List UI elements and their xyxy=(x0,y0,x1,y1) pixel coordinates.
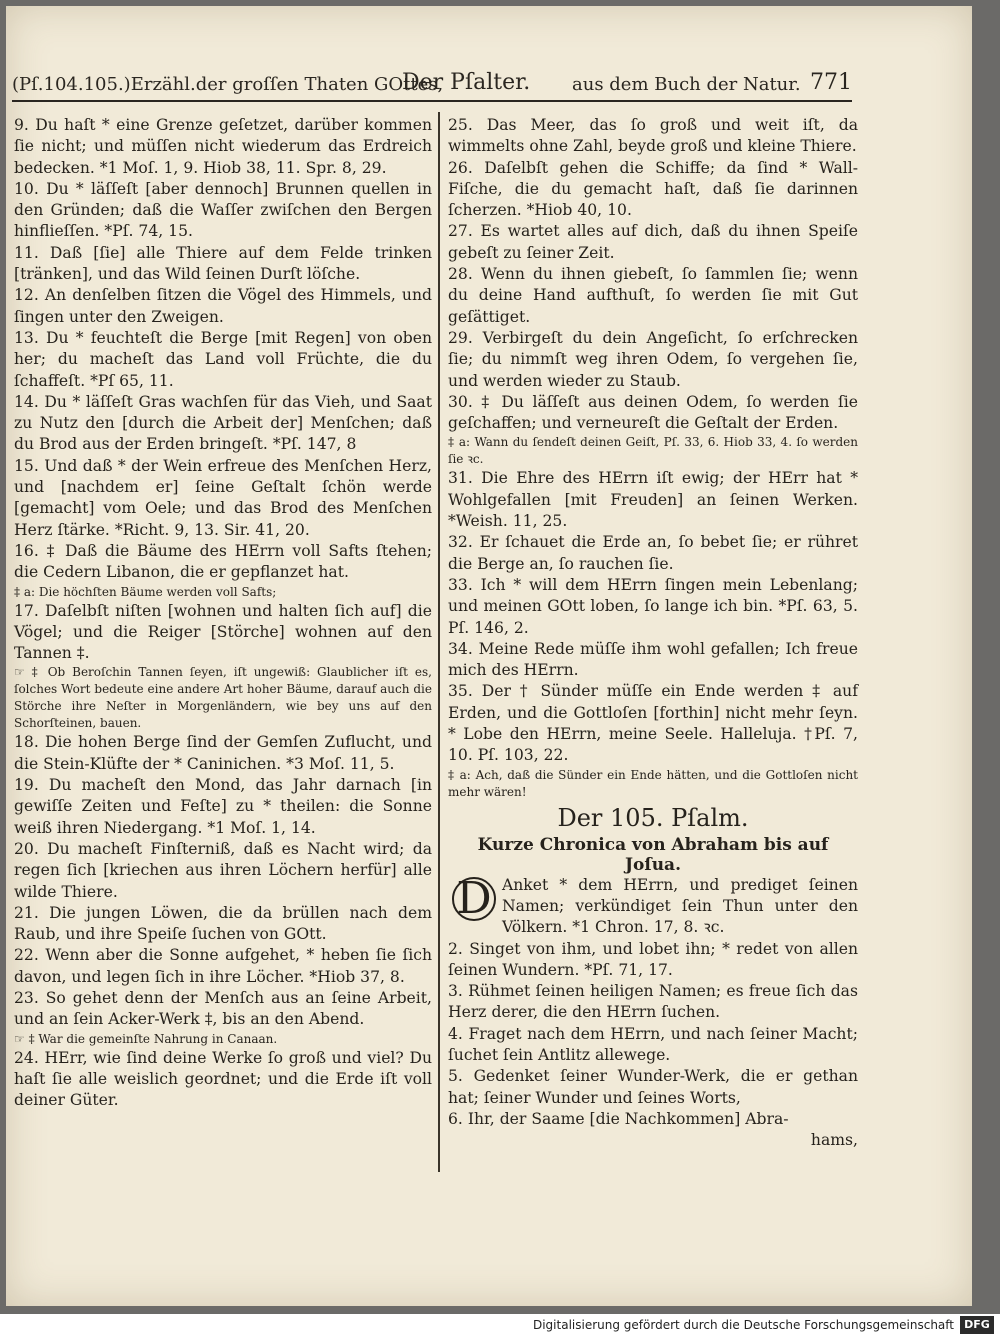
verse: 24. HErr, wie ſind deine Werke ſo groß und viel? Du haſt ſie alle weislich geordnet; und die Erde iſt voll deiner Güter. xyxy=(14,1048,432,1110)
verse: 14. Du * läſſeſt Gras wachſen für das Vieh, und Saat zu Nutz den [durch die Arbeit der] Menſchen; daß du Brod aus der Erden bringeſt. *Pſ. 147, 8 xyxy=(14,392,432,454)
verse: 30. ‡ Du läſſeſt aus deinen Odem, ſo werden ſie geſchaffen; und verneureſt die Geſtalt der Erden. xyxy=(448,392,858,433)
header-center: Der Pſalter. xyxy=(402,70,531,95)
verse: 9. Du haſt * eine Grenze geſetzet, darüber kommen ſie nicht; und müſſen nicht wiederum das Erdreich bedecken. *1 Moſ. 1, 9. Hiob 38, 11. Spr. 8, 29. xyxy=(14,116,432,177)
verse: 20. Du macheſt Finſterniß, daß es Nacht wird; da regen ſich [kriechen aus ihren Löchern herfür] alle wilde Thiere. xyxy=(14,839,432,901)
verse: 28. Wenn du ihnen giebeſt, ſo ſammlen ſie; wenn du deine Hand aufthuſt, ſo werden ſie mit Gut geſättiget. xyxy=(448,265,858,326)
verse: 31. Die Ehre des HErrn iſt ewig; der HErr hat * Wohlgefallen [mit Freuden] an ſeinen Werken. *Weish. 11, 25. xyxy=(448,469,858,531)
verse: 33. Ich * will dem HErrn ſingen mein Lebenlang; und meinen GOtt loben, ſo lange ich bin. *Pſ. 63, 5. Pſ. 146, 2. xyxy=(448,575,858,637)
verse: 26. Daſelbſt gehen die Schiffe; da ſind * Wall-Fiſche, die du gemacht haſt, daß ſie darinnen ſcherzen. *Hiob 40, 10. xyxy=(448,158,858,220)
verse: 18. Die hohen Berge ſind der Gemſen Zuflucht, und die Stein-Klüfte der * Caninichen. *3 Moſ. 11, 5. xyxy=(14,733,432,773)
running-header xyxy=(12,70,852,100)
footnote: ☞ ‡ War die gemeinſte Nahrung in Canaan. xyxy=(14,1031,278,1046)
verse: 27. Es wartet alles auf dich, daß du ihnen Speiſe gebeſt zu ſeiner Zeit. xyxy=(448,222,858,262)
header-rule xyxy=(12,100,852,102)
verse: 16. ‡ Daß die Bäume des HErrn voll Safts ſtehen; die Cedern Libanon, die er gepflanzet hat. xyxy=(14,541,432,582)
verse: 34. Meine Rede müſſe ihm wohl gefallen; Ich freue mich des HErrn. xyxy=(448,639,858,680)
verse: 23. So gehet denn der Menſch aus an ſeine Arbeit, und an ſein Acker-Werk ‡, bis an den Abend. xyxy=(14,988,432,1029)
drop-cap: D xyxy=(452,877,496,921)
verse: 29. Verbirgeſt du dein Angeſicht, ſo erſchrecken ſie; du nimmſt weg ihren Odem, ſo vergehen ſie, und werden wieder zu Staub. xyxy=(448,328,858,390)
footnote: ‡ a: Die höchſten Bäume werden voll Safts; xyxy=(14,584,277,599)
column-divider xyxy=(438,112,440,1172)
footnote: ‡ a: Wann du ſendeſt deinen Geiſt, Pſ. 33, 6. Hiob 33, 4. ſo werden ſie ꝛc. xyxy=(448,435,858,467)
verse: 4. Fraget nach dem HErrn, und nach ſeiner Macht; ſuchet ſein Antlitz allewege. xyxy=(448,1024,858,1064)
verse: 12. An denſelben ſitzen die Vögel des Himmels, und ſingen unter den Zweigen. xyxy=(14,286,432,326)
catchword: hams, xyxy=(810,1131,858,1150)
verse: 35. Der † Sünder müſſe ein Ende werden ‡ auf Erden, und die Gottloſen [forthin] nicht mehr ſeyn. * Lobe den HErrn, meine Seele. Halleluja. †Pſ. 7, 10. Pſ. 103, 22. xyxy=(448,682,858,765)
verse: 11. Daß [ſie] alle Thiere auf dem Felde trinken [tränken], und das Wild ſeinen Durſt löſche. xyxy=(14,243,432,284)
psalm-subtitle: Kurze Chronica von Abraham bis auf Joſua. xyxy=(477,834,829,875)
verse: 15. Und daß * der Wein erfreue des Menſchen Herz, und [nachdem er] ſeine Geſtalt ſchön werde [gemacht] vom Oele; und das Brod des Menſchen Herz ſtärke. *Richt. 9, 13. Sir. 41, 20. xyxy=(14,456,432,539)
verse: 5. Gedenket ſeiner Wunder-Werk, die er gethan hat; ſeiner Wunder und ſeines Worts, xyxy=(448,1067,858,1107)
verse: 6. Ihr, der Saame [die Nachkommen] Abra- xyxy=(448,1109,789,1128)
footnote: ‡ a: Ach, daß die Sünder ein Ende hätten, und die Gottloſen nicht mehr wären! xyxy=(448,767,858,799)
verse-text: Anket * dem HErrn, und prediget ſeinen Namen; verkündiget ſein Thun unter den Völkern. *1 Chron. 17, 8. ꝛc. xyxy=(502,875,858,937)
verse: 3. Rühmet ſeinen heiligen Namen; es freue ſich das Herz derer, die den HErrn ſuchen. xyxy=(448,982,858,1022)
right-column xyxy=(448,115,858,1151)
verse: 10. Du * läſſeſt [aber dennoch] Brunnen quellen in den Gründen; daß die Waſſer zwiſchen den Bergen hinflieſſen. *Pſ. 74, 15. xyxy=(14,179,432,241)
dfg-logo: DFG xyxy=(960,1316,994,1334)
footnote: ☞ ‡ Ob Beroſchin Tannen ſeyen, iſt ungewiß: Glaublicher iſt es, ſolches Wort bedeute eine andere Art hoher Bäume, darauf auch die Störche ihre Neſter in Morgenländern, wie bey uns auf den Schorſteinen, bauen. xyxy=(14,665,432,731)
verse: 2. Singet von ihm, und lobet ihn; * redet von allen ſeinen Wundern. *Pſ. 71, 17. xyxy=(448,939,858,979)
verse xyxy=(448,872,858,939)
verse: 19. Du macheſt den Mond, das Jahr darnach [in gewiſſe Zeiten und Feſte] zu * theilen: die Sonne weiß ihren Niedergang. *1 Moſ. 1, 14. xyxy=(14,776,432,837)
verse: 22. Wenn aber die Sonne aufgehet, * heben ſie ſich davon, und legen ſich in ihre Löcher. *Hiob 37, 8. xyxy=(14,946,432,986)
verse: 25. Das Meer, das ſo groß und weit iſt, da wimmelts ohne Zahl, beyde groß und kleine Thiere. xyxy=(448,116,858,156)
header-left: (Pſ.104.105.)Erzähl.der groſſen Thaten GOttes, xyxy=(12,74,444,95)
footer-credit: Digitalisierung gefördert durch die Deutsche Forschungsgemeinschaft xyxy=(532,1318,954,1332)
verse: 32. Er ſchauet die Erde an, ſo bebet ſie; er rühret die Berge an, ſo rauchen ſie. xyxy=(448,533,858,573)
verse: 21. Die jungen Löwen, die da brüllen nach dem Raub, und ihre Speiſe ſuchen von GOtt. xyxy=(14,903,432,944)
verse: 17. Daſelbſt niſten [wohnen und halten ſich auf] die Vögel; und die Reiger [Störche] wohnen auf den Tannen ‡. xyxy=(14,601,432,663)
left-column xyxy=(14,115,432,1111)
verse: 13. Du * feuchteſt die Berge [mit Regen] von oben her; du macheſt das Land voll Früchte, die du ſchaffeſt. *Pſ 65, 11. xyxy=(14,328,432,390)
psalm-title: Der 105. Pſalm. xyxy=(557,803,749,832)
page-number: 771 xyxy=(810,70,852,95)
header-right: aus dem Buch der Natur. xyxy=(572,74,801,95)
